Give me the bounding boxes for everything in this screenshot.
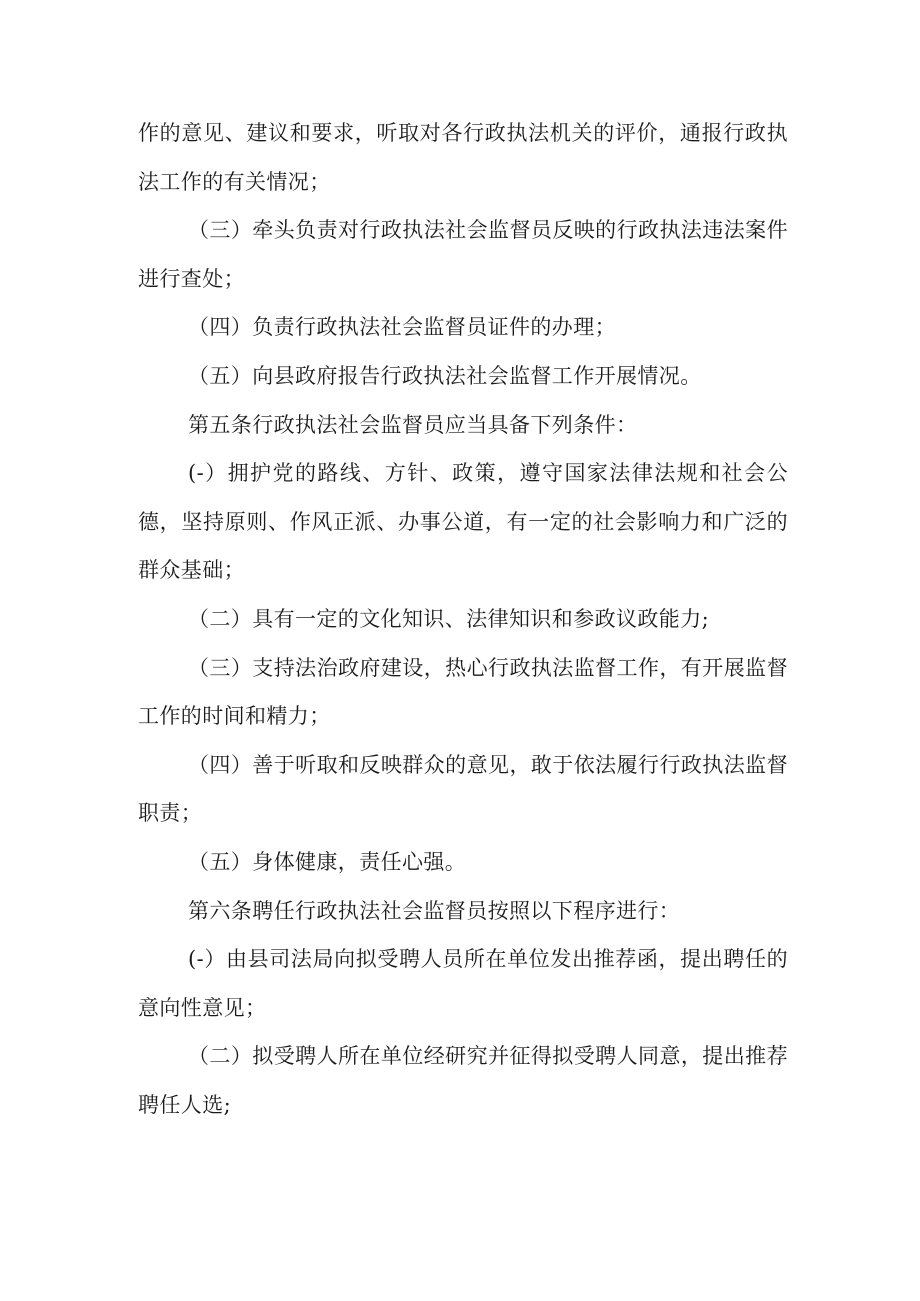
paragraph-item-3-lead: （三）牵头负责对行政执法社会监督员反映的行政执法违法案件进行查处； [138, 218, 788, 291]
paragraph-condition-2: （二）具有一定的文化知识、法律知识和参政议政能力; [188, 606, 710, 631]
paragraph-condition-3: （三）支持法治政府建设，热心行政执法监督工作，有开展监督工作的时间和精力； [138, 655, 788, 729]
paragraph-condition-4: （四）善于听取和反映群众的意见，敢于依法履行行政执法监督职责； [138, 752, 788, 826]
paragraph-condition-5: （五）身体健康，责任心强。 [188, 849, 467, 874]
article-5-heading: 第五条行政执法社会监督员应当具备下列条件： [188, 412, 638, 437]
paragraph-continuation: 作的意见、建议和要求，听取对各行政执法机关的评价，通报行政执法工作的有关情况； [138, 121, 788, 194]
paragraph-procedure-1: (-）由县司法局向拟受聘人员所在单位发出推荐函，提出聘任的意向性意见； [138, 947, 788, 1020]
paragraph-item-5-report: （五）向县政府报告行政执法社会监督工作开展情况。 [188, 363, 702, 388]
article-6-heading: 第六条聘任行政执法社会监督员按照以下程序进行： [188, 898, 681, 923]
paragraph-condition-1: (-）拥护党的路线、方针、政策，遵守国家法律法规和社会公德，坚持原则、作风正派、办事公道，有一定的社会影响力和广泛的群众基础； [138, 461, 788, 583]
paragraph-item-4-certificates: （四）负责行政执法社会监督员证件的办理； [188, 315, 616, 340]
document-body [138, 109, 788, 1129]
paragraph-procedure-2: （二）拟受聘人所在单位经研究并征得拟受聘人同意，提出推荐聘任人选; [138, 1044, 788, 1117]
